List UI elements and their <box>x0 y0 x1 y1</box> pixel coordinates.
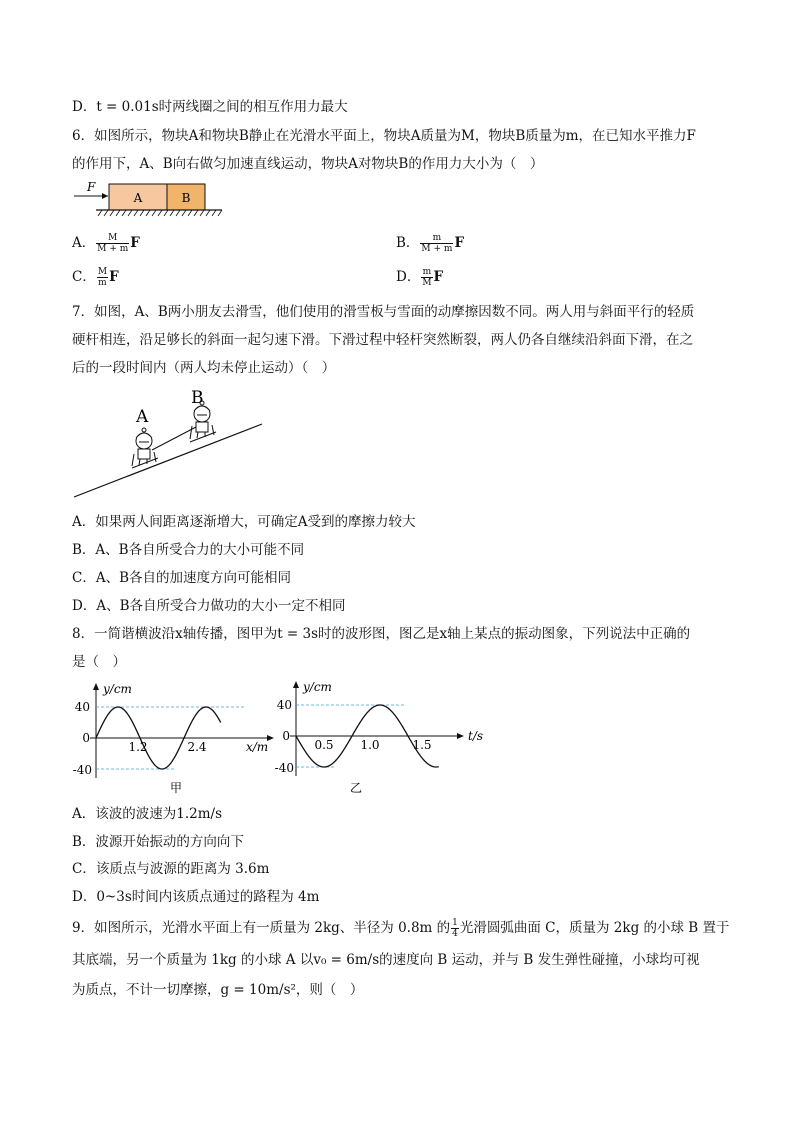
q6-block-a-label: A <box>133 191 143 205</box>
q9-stem-line3: 为质点，不计一切摩擦，g = 10m/s²，则（ ） <box>72 982 364 998</box>
yi-caption: 乙 <box>349 781 363 795</box>
jia-ytick-neg40: -40 <box>72 763 92 777</box>
q6-figure <box>72 178 232 220</box>
yi-xlabel: t/s <box>468 729 484 743</box>
q5-option-d: D．t = 0.01s时两线圈之间的相互作用力最大 <box>72 99 348 115</box>
q6-stem-line1: 6．如图所示，物块A和物块B静止在光滑水平面上，物块A质量为M，物块B质量为m，在已知水平推力F <box>72 128 696 144</box>
yi-xtick-1.0: 1.0 <box>360 738 380 752</box>
q6-block-b-label: B <box>181 191 191 205</box>
q8-stem-line1: 8．一简谐横波沿x轴传播，图甲为t = 3s时的波形图，图乙是x轴上某点的振动图象，下列说法中正确的 <box>72 626 691 642</box>
q8-chart-yi <box>266 676 496 796</box>
q7-figure <box>72 384 272 502</box>
yi-xtick-0.5: 0.5 <box>314 738 334 752</box>
q7-stem-line1: 7．如图，A、B两小朋友去滑雪，他们使用的滑雪板与雪面的动摩擦因数不同。两人用与斜面平行的轻质 <box>72 304 695 320</box>
q8-option-b: B．波源开始振动的方向向下 <box>72 834 244 850</box>
q9-stem-line1: 9．如图所示，光滑水平面上有一质量为 2kg、半径为 0.8m 的 $\frac{1}{4}$ 光滑圆弧曲面 C，质量为 2kg 的小球 B 置于 <box>72 918 730 939</box>
q7-stem-line3: 后的一段时间内（两人均未停止运动）（ ） <box>72 360 336 376</box>
q7-option-d: D．A、B各自所受合力做功的大小一定不相同 <box>72 598 346 614</box>
yi-ytick-0: 0 <box>282 729 290 743</box>
q8-option-d: D．0~3s时间内该质点通过的路程为 4m <box>72 889 320 905</box>
q8-option-c: C．该质点与波源的距离为 3.6m <box>72 861 270 877</box>
yi-ytick-neg40: -40 <box>274 761 294 775</box>
q7-label-b: B <box>191 388 204 408</box>
jia-xlabel: x/m <box>246 740 269 754</box>
q6-option-d: D． $\frac{m}{M}$ F <box>396 267 444 288</box>
jia-ytick-40: 40 <box>74 700 90 714</box>
jia-ytick-0: 0 <box>82 731 90 745</box>
q8-chart-jia <box>66 678 276 796</box>
q7-label-a: A <box>136 407 149 427</box>
q6-stem-line2: 的作用下，A、B向右做匀加速直线运动，物块A对物块B的作用力大小为（ ） <box>72 156 544 172</box>
q6-option-a: A． $\frac{M}{M + m}$ F <box>72 233 140 254</box>
q9-stem-line2: 其底端，另一个质量为 1kg 的小球 A 以v₀ = 6m/s的速度向 B 运动，并与 B 发生弹性碰撞，小球均可视 <box>72 952 700 968</box>
q7-slope <box>74 424 262 497</box>
q6-option-c: C． $\frac{M}{m}$ F <box>72 267 119 288</box>
yi-ylabel: y/cm <box>303 680 332 694</box>
q6-option-b: B． $\frac{m}{M + m}$ F <box>396 233 465 254</box>
yi-xtick-1.5: 1.5 <box>412 738 432 752</box>
q7-option-a: A．如果两人间距离逐渐增大，可确定A受到的摩擦力较大 <box>72 514 416 530</box>
q7-option-c: C．A、B各自的加速度方向可能相同 <box>72 570 291 586</box>
yi-ytick-40: 40 <box>276 698 292 712</box>
q6-force-label: F <box>87 180 96 194</box>
jia-xtick-1.2: 1.2 <box>128 740 148 754</box>
jia-caption: 甲 <box>169 781 183 795</box>
jia-xtick-2.4: 2.4 <box>187 740 207 754</box>
q7-skier-a <box>132 428 158 468</box>
q7-stem-line2: 硬杆相连，沿足够长的斜面一起匀速下滑。下滑过程中轻杆突然断裂，两人仍各自继续沿斜面下滑，在之 <box>72 332 693 348</box>
q8-option-a: A．该波的波速为1.2m/s <box>72 806 222 822</box>
q7-rod <box>152 427 196 450</box>
q8-stem-line2: 是（ ） <box>72 654 126 670</box>
q7-option-b: B．A、B各自所受合力的大小可能不同 <box>72 542 305 558</box>
jia-ylabel: y/cm <box>103 682 132 696</box>
